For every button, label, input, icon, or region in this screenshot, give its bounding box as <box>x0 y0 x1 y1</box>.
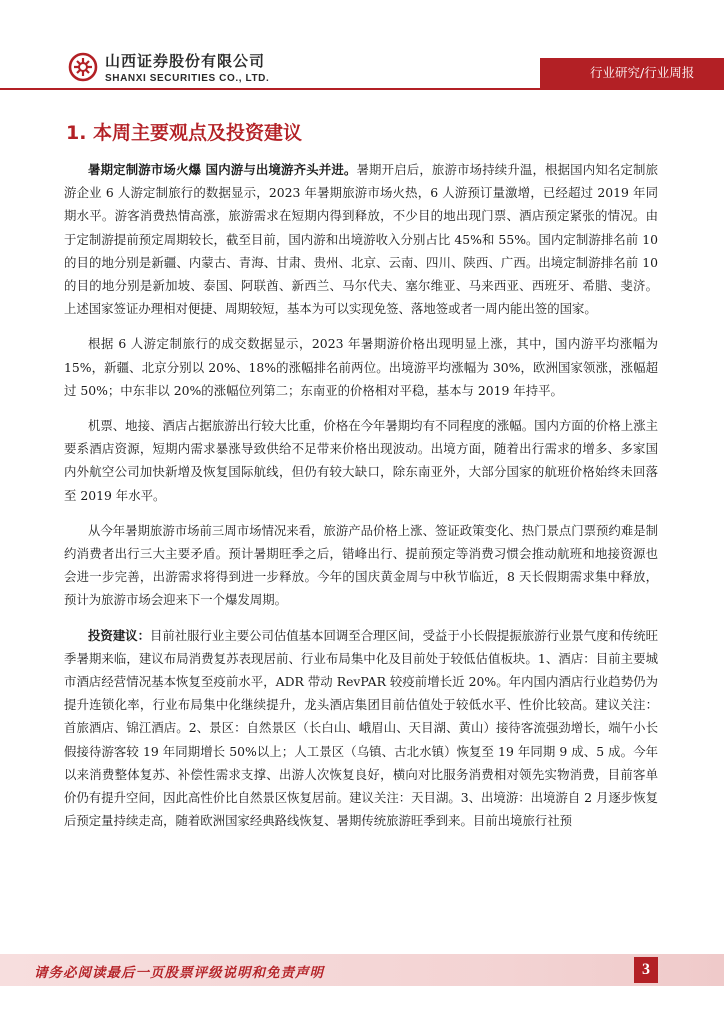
paragraph-lead: 暑期定制游市场火爆 国内游与出境游齐头并进。 <box>88 162 357 177</box>
report-type-tag: 行业研究/行业周报 <box>540 58 724 88</box>
page-header <box>0 0 724 95</box>
paragraph <box>64 332 658 402</box>
paragraph <box>64 158 658 320</box>
paragraph <box>64 519 658 612</box>
paragraph-text: 暑期开启后，旅游市场持续升温，根据国内知名定制旅游企业 6 人游定制旅行的数据显示，2023 年暑期旅游市场火热，6 人游预订量激增，已经超过 2019 年同期水平。游客消费热情高涨，旅游需求在短期内得到释放，不少目的地出现门票、酒店预定紧张的情况。由于定制游提前预定周期较长，截至目前，国内游和出境游收入分别占比 45%和 55%。国内定制游排名前 10 的目的地分别是新疆、内蒙古、青海、甘肃、贵州、北京、云南、四川、陕西、广西。出境定制游排名前 10 的目的地分别是新加坡、泰国、阿联酋、新西兰、马尔代夫、塞尔维亚、马来西亚、西班牙、希腊、斐济。上述国家签证办理相对便捷、周期较短，基本为可以实现免签、落地签或者一周内能出签的国家。 <box>64 162 658 317</box>
paragraph-text: 目前社服行业主要公司估值基本回调至合理区间，受益于小长假提振旅游行业景气度和传统旺季暑期来临，建议布局消费复苏表现居前、行业布局集中化及目前处于较低估值板块。1、酒店：目前主要城市酒店经营情况基本恢复至疫前水平，ADR 带动 RevPAR 较疫前增长近 20%。年内国内酒店行业趋势仍为提升连锁化率，行业布局集中化继续提升，龙头酒店集团目前估值处于较低水平、性价比较高。建议关注：首旅酒店、锦江酒店。2、景区：自然景区（长白山、峨眉山、天目湖、黄山）接待客流强劲增长，端午小长假接待游客较 19 年同期增长 50%以上；人工景区（乌镇、古北水镇）恢复至 19 年同期 9 成、5 成。今年以来消费整体复苏、补偿性需求支撑、出游人次恢复良好，横向对比服务消费相对领先实物消费，目前客单价仍有提升空间，因此高性价比自然景区恢复居前。建议关注：天目湖。3、出境游：出境游自 2 月逐步恢复后预定量持续走高，随着欧洲国家经典路线恢复、暑期传统旅游旺季到来。目前出境旅行社预 <box>64 627 659 829</box>
paragraph-text: 机票、地接、酒店占据旅游出行较大比重，价格在今年暑期均有不同程度的涨幅。国内方面的价格上涨主要系酒店资源，短期内需求暴涨导致供给不足带来价格出现波动。出境方面，随着出行需求的增多、多家国内外航空公司加快新增及恢复国际航线，但仍有较大缺口，除东南亚外，大部分国家的航班价格始终未回落至 2019 年水平。 <box>64 418 658 503</box>
shanxi-securities-logo-icon <box>68 52 98 82</box>
company-name-en: SHANXI SECURITIES CO., LTD. <box>105 73 270 84</box>
paragraph-lead: 投资建议： <box>88 627 150 643</box>
section-title: 1. 本周主要观点及投资建议 <box>66 122 303 144</box>
header-divider <box>0 88 724 90</box>
page-number: 3 <box>634 957 658 983</box>
report-body <box>64 158 658 844</box>
page-footer <box>0 954 724 986</box>
paragraph <box>64 414 658 507</box>
company-name-cn: 山西证券股份有限公司 <box>105 52 266 70</box>
company-name <box>105 50 269 84</box>
paragraph-text: 从今年暑期旅游市场前三周市场情况来看，旅游产品价格上涨、签证政策变化、热门景点门票预约难是制约消费者出行三大主要矛盾。预计暑期旺季之后，错峰出行、提前预定等消费习惯会推动航班和地接资源也会进一步完善，出游需求将得到进一步释放。今年的国庆黄金周与中秋节临近，8 天长假期需求集中释放，预计为旅游市场会迎来下一个爆发周期。 <box>64 522 658 608</box>
disclaimer-notice: 请务必阅读最后一页股票评级说明和免责声明 <box>34 965 324 981</box>
paragraph <box>64 624 658 833</box>
paragraph-text: 根据 6 人游定制旅行的成交数据显示，2023 年暑期游价格出现明显上涨，其中，国内游平均涨幅为 15%，新疆、北京分别以 20%、18%的涨幅排名前两位。出境游平均涨幅为 30%，欧洲国家领涨，涨幅超过 50%；中东非以 20%的涨幅位列第二；东南亚的价格相对平稳，基本与 2019 年持平。 <box>64 336 658 398</box>
